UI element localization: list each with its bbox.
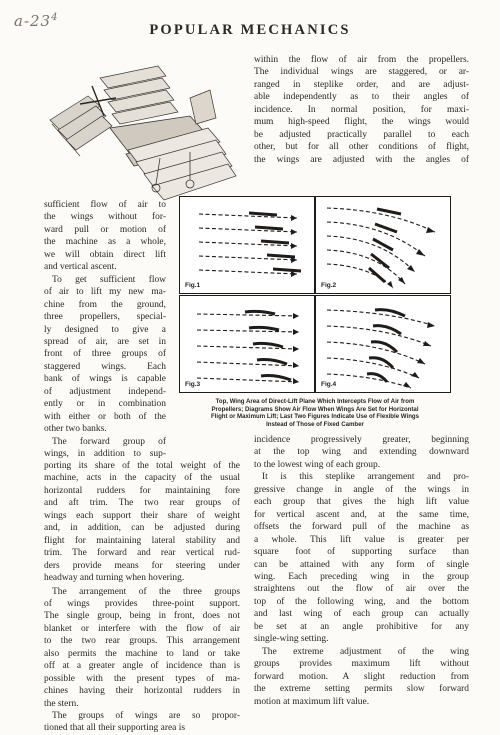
left-column-paragraph-support <box>44 586 240 735</box>
caption-line: Top, Wing Area of Direct-Lift Plane Which Intercepts Flow of Air from <box>215 398 415 405</box>
text-line: off at a greater angle of incidence than is <box>44 661 240 672</box>
text-line: other, but for all other conditions of flight, <box>254 142 469 153</box>
caption-line: Instead of Those of Fixed Camber <box>266 420 364 428</box>
text-line: wings each support their share of weight <box>44 510 240 521</box>
text-line: headway and turning when hovering. <box>44 573 185 584</box>
text-line: be set at an angle prohibitive for any <box>254 621 469 632</box>
fig-3-panel <box>180 296 315 393</box>
text-line: It is this steplike arrangement and pro- <box>262 472 469 483</box>
text-line: The extreme adjustment of the wing <box>262 646 469 657</box>
text-line: straightens out the flow of air over the <box>254 584 469 595</box>
text-line: incidence. In normal position, for maxi- <box>254 104 469 115</box>
fig-1-label: Fig.1 <box>185 282 201 289</box>
aircraft-illustration <box>40 58 240 208</box>
text-line: The arrangement of the three groups <box>52 586 240 597</box>
text-line: ently or in combination <box>44 399 166 410</box>
text-line: three propellers, special- <box>44 312 166 323</box>
handwritten-catalog-note: $a-23^4$ <box>14 12 59 30</box>
text-line: a whole. This lift value is greater per <box>254 534 469 545</box>
text-line: wing. Each preceding wing in the group <box>254 571 469 582</box>
text-line: mum high-speed flight, the wings would <box>254 117 469 128</box>
text-line: chine from the ground, <box>44 299 166 310</box>
text-line: chines having their horizontal rudders in <box>44 686 240 697</box>
text-line: of air to lift my new ma- <box>44 287 166 298</box>
text-line: ly designed to give a <box>44 324 166 335</box>
text-line: and vertical ascent. <box>44 262 117 273</box>
text-line: the machine as a whole, <box>44 237 166 248</box>
text-line: spread of air, are set in <box>44 336 166 347</box>
text-line: at the top wing and extending downward <box>254 447 469 458</box>
text-line: for vertical ascent and, at the same time, <box>254 509 469 520</box>
figure-caption <box>182 398 448 428</box>
left-column-narrow <box>44 199 166 461</box>
text-line: forward motion. A slight reduction from <box>254 671 469 682</box>
text-line: able independently as to their angles of <box>254 92 469 103</box>
right-column-top <box>254 54 469 166</box>
text-line: wings, in addition to sup- <box>44 449 166 460</box>
text-line: with either or both of the <box>44 411 166 422</box>
text-line: the wings are adjusted with the angles of <box>254 154 469 165</box>
text-line: The individual wings are staggered, or ar- <box>254 67 469 78</box>
text-line: ders provide means for steering under <box>44 560 240 571</box>
text-line: to the lowest wing of each group. <box>254 459 381 470</box>
right-column-lower <box>254 434 469 708</box>
text-line: front of three groups of <box>44 349 166 360</box>
fig-1-panel <box>180 197 315 294</box>
text-line: The forward group of <box>52 436 166 447</box>
text-line: other two banks. <box>44 424 107 435</box>
fig-3-label: Fig.3 <box>185 381 201 388</box>
text-line: the extreme setting permits slow forward <box>254 684 469 695</box>
text-line: and, in addition, can be adjusted during <box>44 523 240 534</box>
text-line: The single group, being in front, does not <box>44 611 240 622</box>
fig-4-label: Fig.4 <box>321 381 337 388</box>
left-column-lower <box>44 460 240 585</box>
front-wing-bank <box>100 66 178 124</box>
text-line: staggered wings. Each <box>44 361 166 372</box>
caption-line: Flight or Maximum Lift; Last Two Figures Indicate Use of Flexible Wings <box>210 413 420 421</box>
text-line: square foot of supporting surface than <box>254 547 469 558</box>
text-line: and last wing of each group can actually <box>254 609 469 620</box>
text-line: ward pull or motion of <box>44 224 166 235</box>
text-line: machine, acts in the capacity of the usual <box>44 473 240 484</box>
text-line: motion at maximum lift value. <box>254 696 370 707</box>
text-line: bank of wings is capable <box>44 374 166 385</box>
text-line: incidence progressively greater, beginning <box>254 435 469 445</box>
text-line: the stern. <box>44 698 79 709</box>
text-line: each group that gives the high lift value <box>254 497 469 508</box>
text-line: and aft trim. The two rear groups of <box>44 498 240 509</box>
text-line: single-wing setting. <box>254 634 329 645</box>
text-line: groups provides maximum lift without <box>254 659 469 670</box>
rudder <box>190 90 216 124</box>
text-line: we will obtain direct lift <box>44 249 166 260</box>
text-line: To get sufficient flow <box>52 274 166 285</box>
text-line: of wings provides three-point support. <box>44 598 240 609</box>
text-line: offsets the forward pull of the machine as <box>254 522 469 533</box>
text-line: top of the following wing, and the bottom <box>254 596 469 607</box>
fig-2-panel <box>316 197 451 294</box>
air-flow-diagrams <box>179 196 451 394</box>
text-line: also permits the machine to land or take <box>44 648 240 659</box>
text-line: can be attained with any form of single <box>254 559 469 570</box>
text-line: trim. The forward and rear vertical rud- <box>44 548 240 559</box>
text-line: blanket or interfere with the flow of air <box>44 623 240 634</box>
caption-line: Propellers; Diagrams Show Air Flow When Wings Are Set for Horizontal <box>211 405 419 413</box>
text-line: sufficient flow of air to <box>44 200 166 210</box>
text-line: horizontal rudders for maintaining fore <box>44 485 240 496</box>
text-line: gressive change in angle of the wings in <box>254 484 469 495</box>
text-line: be adjusted practically parallel to each <box>254 129 469 140</box>
text-line: within the flow of air from the propellers. <box>254 55 469 65</box>
text-line: porting its share of the total weight of the <box>44 461 240 471</box>
text-line: tioned that all their supporting area is <box>44 723 186 734</box>
text-line: of adjustment independ- <box>44 386 166 397</box>
text-line: The groups of wings are so propor- <box>52 711 240 722</box>
fig-2-label: Fig.2 <box>321 282 337 289</box>
text-line: flight for maintaining lateral stability and <box>44 535 240 546</box>
left-wing-bank <box>50 96 112 156</box>
fig-4-panel <box>316 296 451 393</box>
text-line: possible with the present types of ma- <box>44 673 240 684</box>
text-line: to the two rear groups. This arrangement <box>44 636 240 647</box>
text-line: the wings without for- <box>44 212 166 223</box>
running-head: POPULAR MECHANICS <box>149 22 351 38</box>
text-line: ranged in steplike order, and are adjust- <box>254 79 469 90</box>
